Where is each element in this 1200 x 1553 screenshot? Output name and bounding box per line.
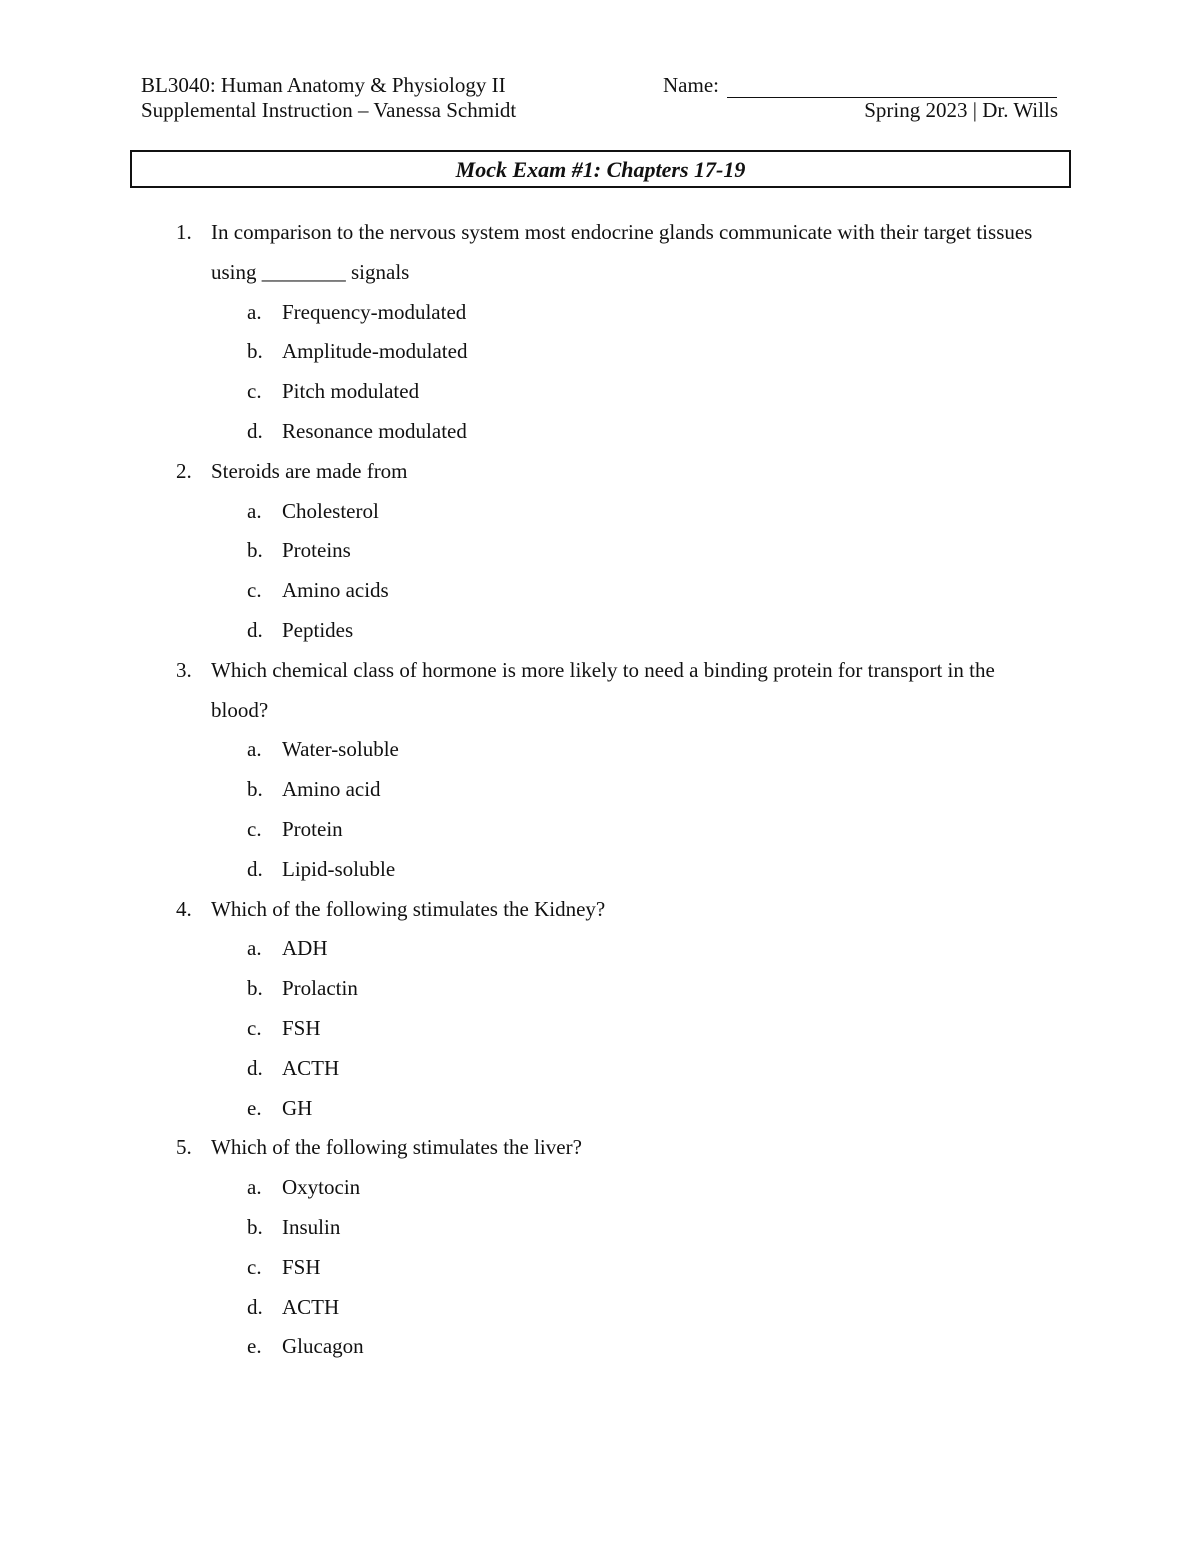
- answer-option: [247, 1288, 1046, 1328]
- option-text: Glucagon: [282, 1334, 364, 1359]
- course-title: BL3040: Human Anatomy & Physiology II: [141, 73, 506, 97]
- option-letter: d.: [247, 1294, 263, 1319]
- option-letter: c.: [247, 578, 262, 603]
- answer-option: [247, 770, 1046, 810]
- question-5: [176, 1128, 1046, 1367]
- question-number: 2.: [176, 458, 192, 483]
- option-letter: b.: [247, 777, 263, 802]
- option-text: Insulin: [282, 1214, 341, 1239]
- option-letter: b.: [247, 339, 263, 364]
- answer-option: [247, 372, 1046, 412]
- option-text: Amino acid: [282, 777, 381, 802]
- answer-option: [247, 1009, 1046, 1049]
- question-3: [176, 651, 1046, 890]
- answer-option: [247, 969, 1046, 1009]
- option-text: Resonance modulated: [282, 418, 467, 443]
- question-text: Which of the following stimulates the Kidney?: [211, 896, 606, 921]
- option-letter: a.: [247, 936, 262, 961]
- option-letter: c.: [247, 1254, 262, 1279]
- question-number: 5.: [176, 1135, 192, 1160]
- question-number: 4.: [176, 896, 192, 921]
- term-line: Spring 2023 | Dr. Wills: [864, 98, 1058, 122]
- option-letter: d.: [247, 1055, 263, 1080]
- option-text: ACTH: [282, 1055, 340, 1080]
- question-4: [176, 890, 1046, 1129]
- exam-title: Mock Exam #1: Chapters 17-19: [455, 157, 746, 182]
- answer-option: [247, 332, 1046, 372]
- answer-option: [247, 492, 1046, 532]
- answer-options: [176, 1168, 1046, 1367]
- option-text: GH: [282, 1095, 313, 1120]
- option-letter: b.: [247, 1214, 263, 1239]
- option-text: Water-soluble: [282, 737, 399, 762]
- answer-options: [176, 929, 1046, 1128]
- answer-option: [247, 1049, 1046, 1089]
- question-text: Steroids are made from: [211, 458, 408, 483]
- option-text: Protein: [282, 816, 343, 841]
- option-text: Cholesterol: [282, 498, 379, 523]
- question-list: [0, 213, 1200, 1367]
- answer-option: [247, 850, 1046, 890]
- option-text: Amplitude-modulated: [282, 339, 468, 364]
- question-text: In comparison to the nervous system most endocrine glands communicate with their target tissues using ________ signals: [211, 220, 1033, 284]
- question-number: 3.: [176, 657, 192, 682]
- answer-option: [247, 1327, 1046, 1367]
- option-text: Proteins: [282, 538, 351, 563]
- name-label: Name:: [663, 73, 719, 97]
- answer-option: [247, 730, 1046, 770]
- answer-option: [247, 611, 1046, 651]
- option-letter: d.: [247, 418, 263, 443]
- option-text: Lipid-soluble: [282, 856, 396, 881]
- answer-option: [247, 571, 1046, 611]
- option-text: Pitch modulated: [282, 379, 420, 404]
- answer-option: [247, 1168, 1046, 1208]
- option-letter: c.: [247, 379, 262, 404]
- option-text: ACTH: [282, 1294, 340, 1319]
- answer-option: [247, 929, 1046, 969]
- option-letter: b.: [247, 976, 263, 1001]
- option-text: ADH: [282, 936, 328, 961]
- question-text: Which chemical class of hormone is more likely to need a binding protein for transport in the blood?: [211, 657, 995, 722]
- answer-options: [176, 492, 1046, 651]
- question-number: 1.: [176, 220, 192, 244]
- answer-option: [247, 293, 1046, 333]
- answer-options: [176, 730, 1046, 889]
- option-letter: b.: [247, 538, 263, 563]
- option-text: FSH: [282, 1254, 321, 1279]
- answer-option: [247, 412, 1046, 452]
- option-text: Oxytocin: [282, 1175, 361, 1200]
- answer-option: [247, 1248, 1046, 1288]
- option-text: Peptides: [282, 617, 354, 642]
- option-letter: c.: [247, 816, 262, 841]
- answer-option: [247, 531, 1046, 571]
- option-letter: a.: [247, 498, 262, 523]
- option-letter: d.: [247, 617, 263, 642]
- option-letter: c.: [247, 1015, 262, 1040]
- question-2: [176, 452, 1046, 651]
- option-letter: a.: [247, 1175, 262, 1200]
- option-letter: d.: [247, 856, 263, 881]
- option-letter: a.: [247, 737, 262, 762]
- option-letter: a.: [247, 299, 262, 324]
- option-text: Amino acids: [282, 578, 389, 603]
- answer-options: [176, 293, 1046, 452]
- option-text: Frequency-modulated: [282, 299, 467, 324]
- answer-option: [247, 1208, 1046, 1248]
- option-text: Prolactin: [282, 976, 358, 1001]
- answer-option: [247, 810, 1046, 850]
- name-field: [663, 72, 1057, 98]
- option-text: FSH: [282, 1015, 321, 1040]
- exam-title-box: [130, 150, 1071, 188]
- name-blank-line: [727, 75, 1057, 98]
- option-letter: e.: [247, 1334, 262, 1359]
- question-text: Which of the following stimulates the liver?: [211, 1135, 582, 1160]
- question-1: [176, 213, 1046, 452]
- instructor-line: Supplemental Instruction – Vanessa Schmidt: [141, 98, 517, 122]
- option-letter: e.: [247, 1095, 262, 1120]
- answer-option: [247, 1089, 1046, 1129]
